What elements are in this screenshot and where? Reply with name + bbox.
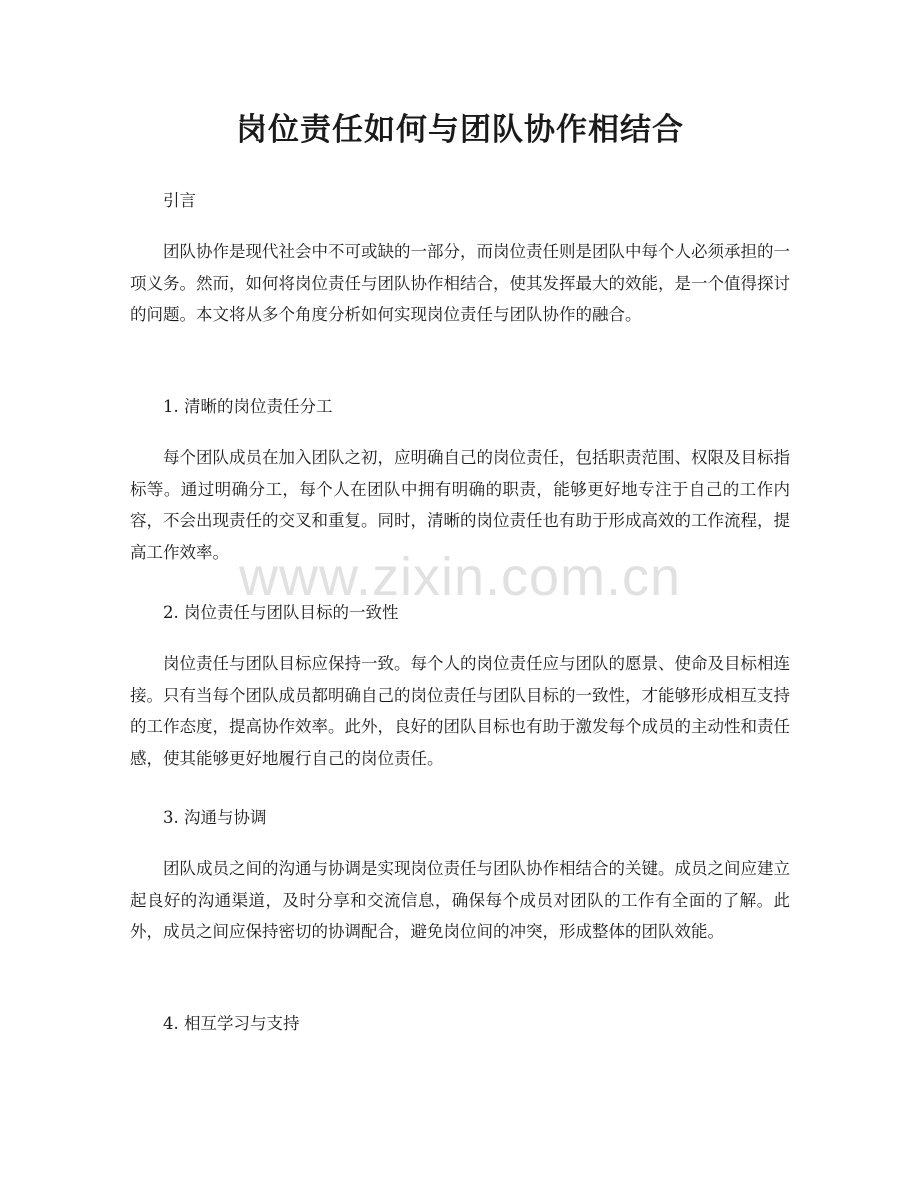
watermark: www.zixin.com.cn xyxy=(238,547,682,607)
section-1-heading: 1. 清晰的岗位责任分工 xyxy=(163,397,333,416)
section-3-heading: 3. 沟通与协调 xyxy=(163,808,267,827)
intro-heading: 引言 xyxy=(163,191,196,210)
document-title: 岗位责任如何与团队协作相结合 xyxy=(236,112,684,148)
section-2-paragraph: 岗位责任与团队目标应保持一致。每个人的岗位责任应与团队的愿景、使命及目标相连接。只有当每个团队成员都明确自己的岗位责任与团队目标的一致性，才能够形成相互支持的工作态度，提高协作效率。此外，良好的团队目标也有助于激发每个成员的主动性和责任感，使其能够更好地履行自己的岗位责任。 xyxy=(130,654,790,768)
section-1-paragraph: 每个团队成员在加入团队之初，应明确自己的岗位责任，包括职责范围、权限及目标指标等。通过明确分工，每个人在团队中拥有明确的职责，能够更好地专注于自己的工作内容，不会出现责任的交叉和重复。同时，清晰的岗位责任也有助于形成高效的工作流程，提高工作效率。 xyxy=(130,448,790,562)
section-3-paragraph: 团队成员之间的沟通与协调是实现岗位责任与团队协作相结合的关键。成员之间应建立起良好的沟通渠道，及时分享和交流信息，确保每个成员对团队的工作有全面的了解。此外，成员之间应保持密切的协调配合，避免岗位间的冲突，形成整体的团队效能。 xyxy=(130,859,790,941)
section-2-heading: 2. 岗位责任与团队目标的一致性 xyxy=(163,603,399,622)
section-4-heading: 4. 相互学习与支持 xyxy=(163,1014,300,1033)
intro-paragraph: 团队协作是现代社会中不可或缺的一部分，而岗位责任则是团队中每个人必须承担的一项义务。然而，如何将岗位责任与团队协作相结合，使其发挥最大的效能，是一个值得探讨的问题。本文将从多个角度分析如何实现岗位责任与团队协作的融合。 xyxy=(130,242,790,324)
